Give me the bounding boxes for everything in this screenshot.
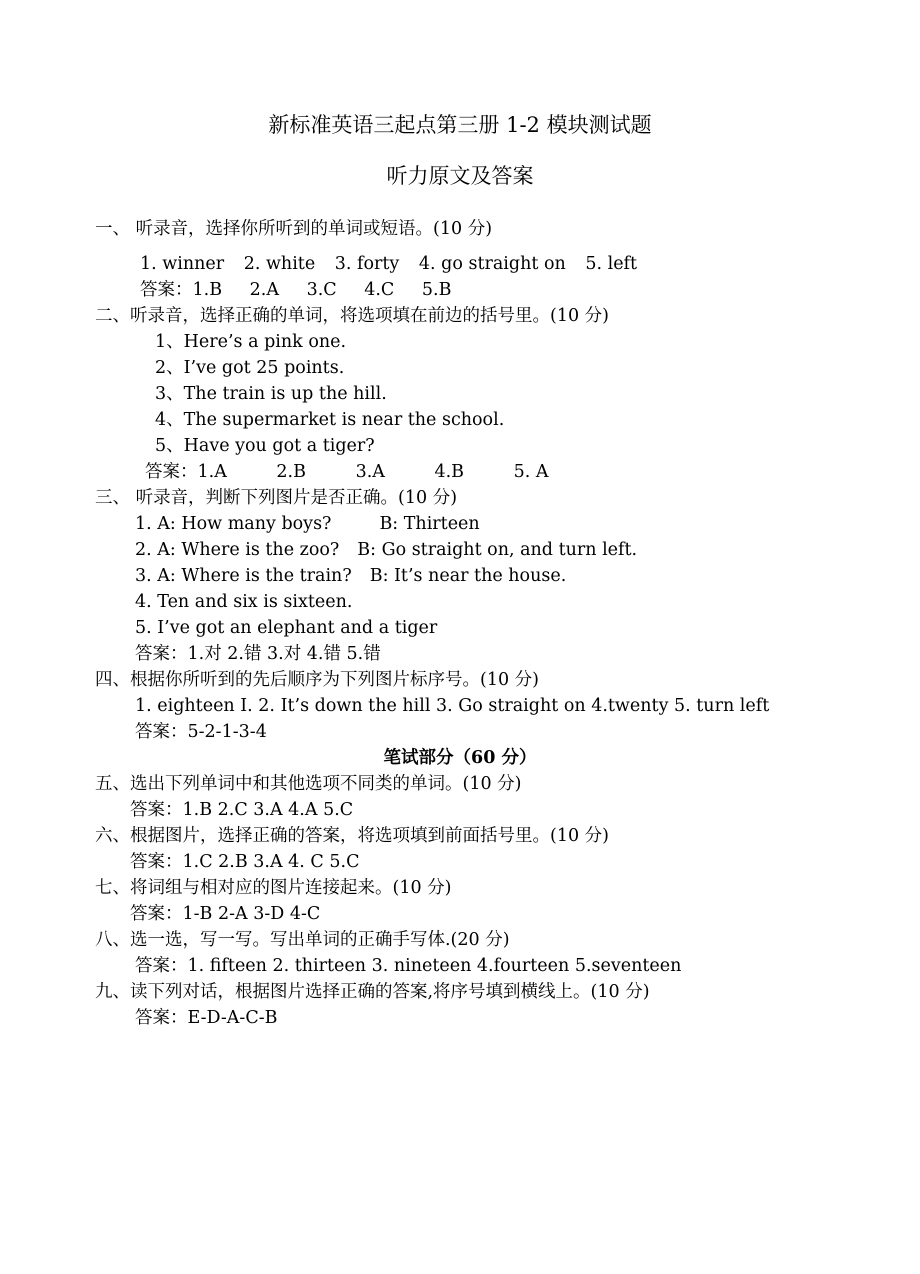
list-item: 3、The train is up the hill. [155, 384, 387, 404]
section-8-heading: 八、选一选，写一写。写出单词的正确手写体.(20 分) [95, 930, 510, 950]
answer-item: 2.A [249, 280, 279, 300]
section-3-answer: 答案：1.对 2.错 3.对 4.错 5.错 [135, 644, 381, 664]
answer-label: 答案： [140, 280, 193, 300]
dialogue-item: 5. I’ve got an elephant and a tiger [135, 618, 438, 638]
answer-item: 1.B [192, 280, 223, 300]
section-2-answer [145, 461, 549, 483]
answer-item: 4.C [364, 280, 395, 300]
list-item: 1、Here’s a pink one. [155, 332, 347, 352]
section-5-heading: 五、选出下列单词中和其他选项不同类的单词。(10 分) [95, 774, 522, 794]
dialogue-item [135, 565, 566, 587]
section-5-answer: 答案：1.B 2.C 3.A 4.A 5.C [130, 800, 354, 820]
section-7-answer: 答案：1-B 2-A 3-D 4-C [130, 904, 321, 924]
answer-item: 1.A [197, 462, 227, 482]
dialogue-item: 4. Ten and six is sixteen. [135, 592, 353, 612]
section-1-words [140, 253, 637, 275]
dialogue-answer: B: Thirteen [379, 514, 480, 534]
section-7-heading: 七、将词组与相对应的图片连接起来。(10 分) [95, 878, 452, 898]
answer-label: 答案： [145, 462, 198, 482]
dialogue-question: 2. A: Where is the zoo? [135, 540, 340, 560]
section-4-answer: 答案：5-2-1-3-4 [135, 722, 267, 742]
section-6-heading: 六、根据图片，选择正确的答案，将选项填到前面括号里。(10 分) [95, 826, 609, 846]
section-9-answer: 答案：E-D-A-C-B [135, 1008, 278, 1028]
section-9-heading: 九、读下列对话，根据图片选择正确的答案,将序号填到横线上。(10 分) [95, 982, 650, 1002]
dialogue-answer: B: It’s near the house. [369, 566, 567, 586]
written-part-heading: 笔试部分（60 分） [383, 748, 537, 768]
answer-item: 3.C [306, 280, 337, 300]
list-item: 2、I’ve got 25 points. [155, 358, 345, 378]
dialogue-item [135, 513, 480, 535]
section-8-answer: 答案：1. fifteen 2. thirteen 3. nineteen 4.fourteen 5.seventeen [135, 956, 682, 976]
answer-item: 5. A [513, 462, 549, 482]
word-item: 1. winner [140, 254, 225, 274]
section-6-answer: 答案：1.C 2.B 3.A 4. C 5.C [130, 852, 360, 872]
word-item: 5. left [585, 254, 638, 274]
answer-item: 5.B [421, 280, 452, 300]
section-2-heading: 二、听录音，选择正确的单词，将选项填在前边的括号里。(10 分) [95, 306, 609, 326]
section-3-heading: 三、 听录音，判断下列图片是否正确。(10 分) [95, 488, 458, 508]
dialogue-question: 3. A: Where is the train? [135, 566, 352, 586]
section-1-answer [140, 279, 451, 301]
word-item: 3. forty [334, 254, 400, 274]
word-item: 2. white [243, 254, 316, 274]
dialogue-answer: B: Go straight on, and turn left. [357, 540, 638, 560]
list-item: 5、Have you got a tiger? [155, 436, 375, 456]
word-item: 4. go straight on [418, 254, 566, 274]
section-4-items: 1. eighteen I. 2. It’s down the hill 3. Go straight on 4.twenty 5. turn left [135, 696, 770, 716]
list-item: 4、The supermarket is near the school. [155, 410, 505, 430]
answer-item: 2.B [276, 462, 306, 482]
document-subtitle: 听力原文及答案 [386, 164, 534, 188]
dialogue-item [135, 539, 637, 561]
answer-item: 3.A [355, 462, 385, 482]
document-title: 新标准英语三起点第三册 1-2 模块测试题 [268, 113, 652, 137]
section-4-heading: 四、根据你所听到的先后顺序为下列图片标序号。(10 分) [95, 670, 539, 690]
answer-item: 4.B [434, 462, 465, 482]
section-1-heading: 一、 听录音，选择你所听到的单词或短语。(10 分) [95, 219, 493, 239]
dialogue-question: 1. A: How many boys? [135, 514, 332, 534]
